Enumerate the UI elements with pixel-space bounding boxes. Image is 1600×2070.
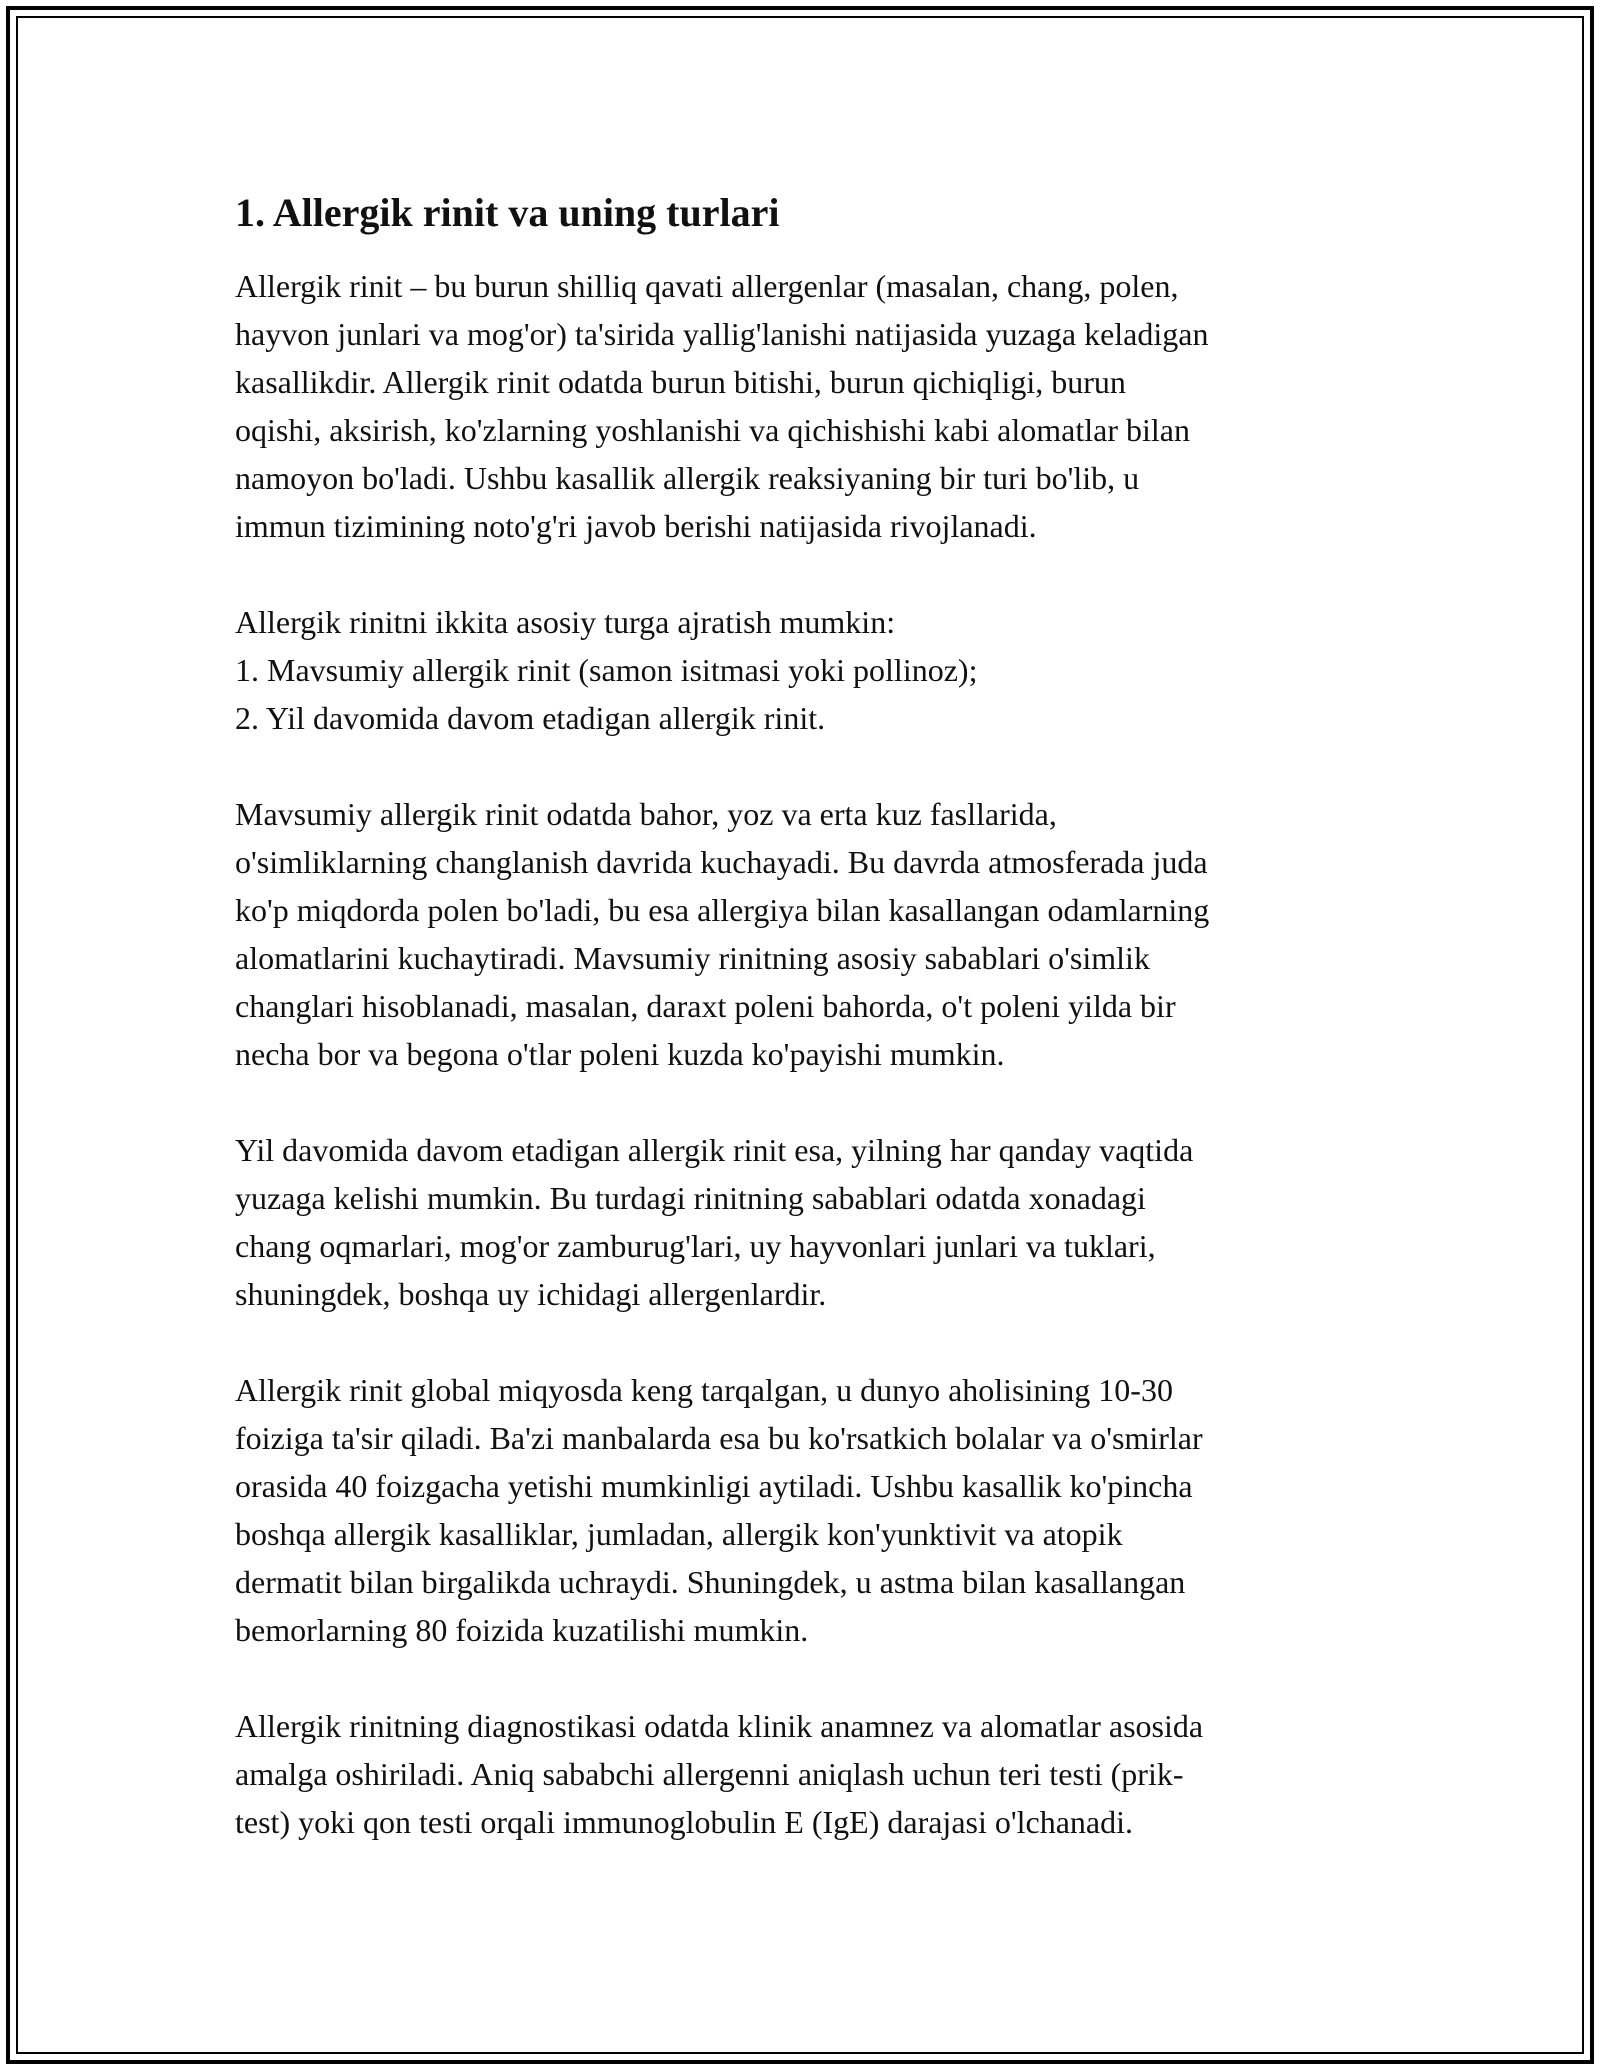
text-line: alomatlarini kuchaytiradi. Mavsumiy rinitning asosiy sabablari o'simlik xyxy=(235,940,1150,976)
text-line: oqishi, aksirish, ko'zlarning yoshlanishi va qichishishi kabi alomatlar bilan xyxy=(235,412,1190,448)
text-line: changlari hisoblanadi, masalan, daraxt poleni bahorda, o't poleni yilda bir xyxy=(235,988,1176,1024)
text-line: necha bor va begona o'tlar poleni kuzda ko'payishi mumkin. xyxy=(235,1036,1005,1072)
paragraph-types-list xyxy=(235,598,1385,742)
text-line: Yil davomida davom etadigan allergik rinit esa, yilning har qanday vaqtida xyxy=(235,1132,1194,1168)
section-heading: 1. Allergik rinit va uning turlari xyxy=(235,190,780,235)
text-line: Allergik rinitni ikkita asosiy turga ajratish mumkin: xyxy=(235,604,896,640)
text-line: foiziga ta'sir qiladi. Ba'zi manbalarda esa bu ko'rsatkich bolalar va o'smirlar xyxy=(235,1420,1203,1456)
text-line: hayvon junlari va mog'or) ta'sirida yallig'lanishi natijasida yuzaga keladigan xyxy=(235,316,1209,352)
text-line: Allergik rinit – bu burun shilliq qavati allergenlar (masalan, chang, polen, xyxy=(235,268,1179,304)
text-line: test) yoki qon testi orqali immunoglobulin E (IgE) darajasi o'lchanadi. xyxy=(235,1804,1134,1840)
paragraph-diagnosis xyxy=(235,1702,1385,1846)
paragraph-perennial xyxy=(235,1126,1385,1318)
text-line: chang oqmarlari, mog'or zamburug'lari, uy hayvonlari junlari va tuklari, xyxy=(235,1228,1156,1264)
text-line: Allergik rinitning diagnostikasi odatda klinik anamnez va alomatlar asosida xyxy=(235,1708,1204,1744)
text-line: namoyon bo'ladi. Ushbu kasallik allergik reaksiyaning bir turi bo'lib, u xyxy=(235,460,1140,496)
text-line: amalga oshiriladi. Aniq sababchi allergenni aniqlash uchun teri testi (prik- xyxy=(235,1756,1184,1792)
text-line: bemorlarning 80 foizida kuzatilishi mumkin. xyxy=(235,1612,809,1648)
list-item: 2. Yil davomida davom etadigan allergik rinit. xyxy=(235,700,826,736)
text-line: shuningdek, boshqa uy ichidagi allergenlardir. xyxy=(235,1276,827,1312)
text-line: orasida 40 foizgacha yetishi mumkinligi aytiladi. Ushbu kasallik ko'pincha xyxy=(235,1468,1193,1504)
document-body xyxy=(235,188,1385,1894)
list-item: 1. Mavsumiy allergik rinit (samon isitmasi yoki pollinoz); xyxy=(235,652,978,688)
text-line: Mavsumiy allergik rinit odatda bahor, yoz va erta kuz fasllarida, xyxy=(235,796,1057,832)
text-line: Allergik rinit global miqyosda keng tarqalgan, u dunyo aholisining 10-30 xyxy=(235,1372,1173,1408)
text-line: kasallikdir. Allergik rinit odatda burun bitishi, burun qichiqligi, burun xyxy=(235,364,1126,400)
paragraph-prevalence xyxy=(235,1366,1385,1654)
paragraph-seasonal xyxy=(235,790,1385,1078)
text-line: o'simliklarning changlanish davrida kuchayadi. Bu davrda atmosferada juda xyxy=(235,844,1208,880)
text-line: yuzaga kelishi mumkin. Bu turdagi rinitning sabablari odatda xonadagi xyxy=(235,1180,1146,1216)
paragraph-definition xyxy=(235,262,1385,550)
text-line: ko'p miqdorda polen bo'ladi, bu esa allergiya bilan kasallangan odamlarning xyxy=(235,892,1210,928)
text-line: boshqa allergik kasalliklar, jumladan, allergik kon'yunktivit va atopik xyxy=(235,1516,1123,1552)
text-line: immun tizimining noto'g'ri javob berishi natijasida rivojlanadi. xyxy=(235,508,1037,544)
text-line: dermatit bilan birgalikda uchraydi. Shuningdek, u astma bilan kasallangan xyxy=(235,1564,1186,1600)
